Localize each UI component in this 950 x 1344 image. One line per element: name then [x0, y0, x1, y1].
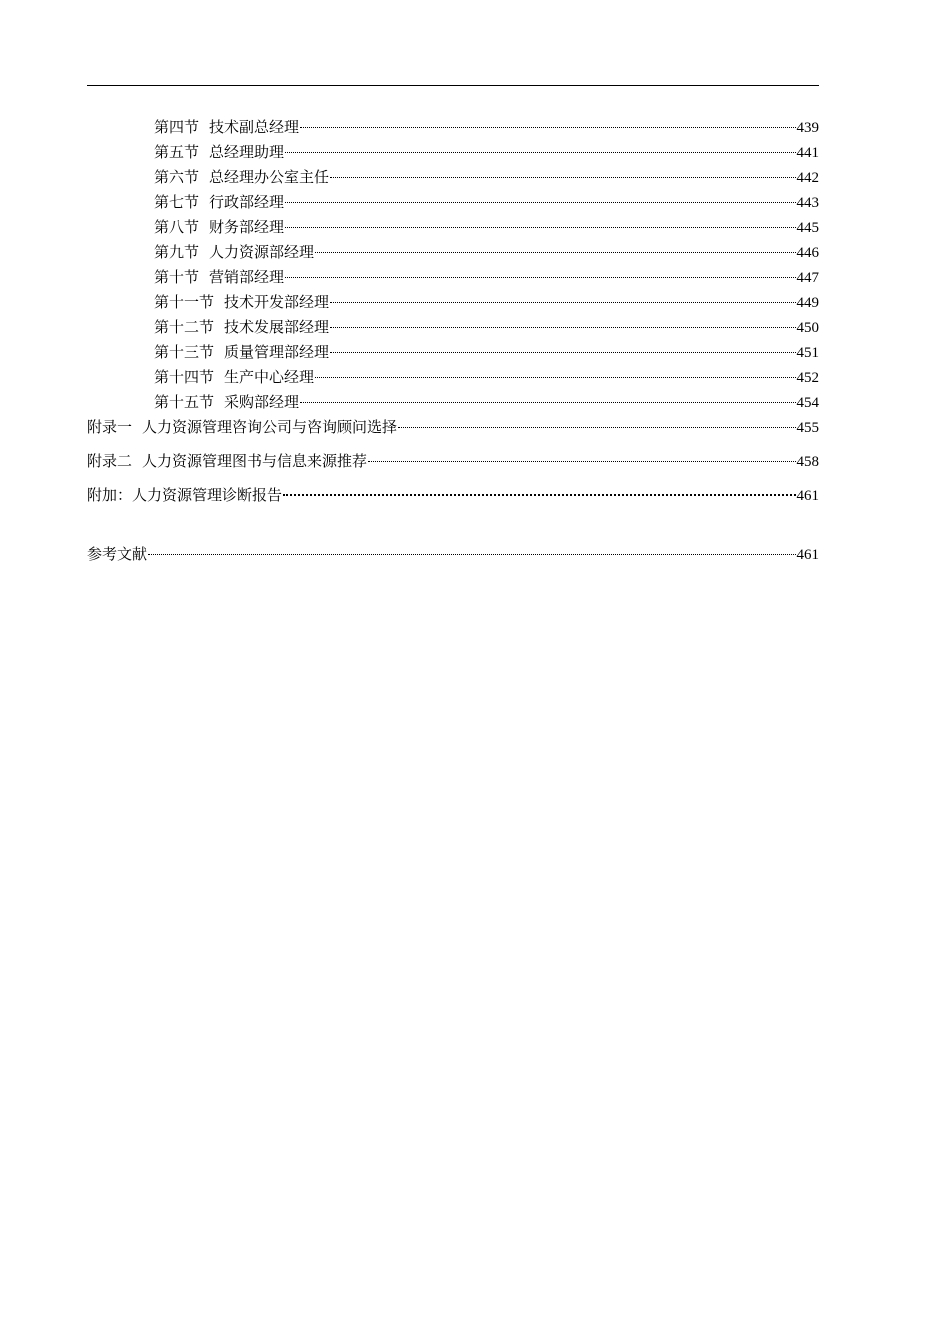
toc-section-title: 技术副总经理 — [209, 118, 300, 136]
table-of-contents — [87, 115, 819, 567]
toc-entry-references[interactable] — [87, 542, 819, 567]
toc-entry-section-10[interactable] — [87, 265, 819, 290]
toc-section-title: 技术开发部经理 — [224, 293, 330, 311]
dot-leader — [315, 252, 795, 253]
dot-leader — [330, 327, 795, 328]
toc-section-title: 采购部经理 — [224, 393, 300, 411]
toc-page-number: 449 — [796, 295, 819, 311]
toc-appendix-number: 附录二 — [87, 452, 133, 470]
toc-entry-section-14[interactable] — [87, 365, 819, 390]
dot-leader — [148, 554, 795, 555]
dot-leader — [330, 352, 795, 353]
dot-leader — [285, 227, 795, 228]
toc-references-title: 参考文献 — [87, 545, 148, 563]
toc-entry-section-5[interactable] — [87, 140, 819, 165]
toc-entry-section-13[interactable] — [87, 340, 819, 365]
toc-page-number: 461 — [796, 547, 819, 563]
toc-section-title: 生产中心经理 — [224, 368, 315, 386]
toc-page-number: 445 — [796, 220, 819, 236]
toc-section-number: 第七节 — [154, 193, 200, 211]
toc-entry-diagnosis-report[interactable] — [87, 483, 819, 508]
dot-leader — [285, 152, 795, 153]
toc-section-number: 第九节 — [154, 243, 200, 261]
toc-page-number: 461 — [796, 488, 819, 504]
toc-section-title: 质量管理部经理 — [224, 343, 330, 361]
toc-section-title: 财务部经理 — [209, 218, 285, 236]
toc-section-title: 行政部经理 — [209, 193, 285, 211]
toc-section-number: 第五节 — [154, 143, 200, 161]
toc-section-number: 第四节 — [154, 118, 200, 136]
toc-section-number: 第十二节 — [154, 318, 215, 336]
toc-section-title: 技术发展部经理 — [224, 318, 330, 336]
toc-page-number: 446 — [796, 245, 819, 261]
toc-appendix-title: 附加：人力资源管理诊断报告 — [87, 486, 283, 504]
toc-page-number: 447 — [796, 270, 819, 286]
toc-page-number: 442 — [796, 170, 819, 186]
toc-page-number: 454 — [796, 395, 819, 411]
toc-page-number: 455 — [796, 420, 819, 436]
dot-leader — [330, 302, 795, 303]
toc-entry-appendix-1[interactable] — [87, 415, 819, 440]
toc-section-number: 第十节 — [154, 268, 200, 286]
dot-leader — [285, 277, 795, 278]
toc-entry-section-11[interactable] — [87, 290, 819, 315]
toc-section-title: 总经理办公室主任 — [209, 168, 330, 186]
toc-page-number: 443 — [796, 195, 819, 211]
toc-entry-section-6[interactable] — [87, 165, 819, 190]
toc-appendix-title: 人力资源管理图书与信息来源推荐 — [142, 452, 368, 470]
toc-section-number: 第十三节 — [154, 343, 215, 361]
dot-leader — [300, 127, 795, 128]
toc-page-number: 451 — [796, 345, 819, 361]
toc-entry-section-9[interactable] — [87, 240, 819, 265]
toc-section-title: 营销部经理 — [209, 268, 285, 286]
toc-entry-section-4[interactable] — [87, 115, 819, 140]
toc-section-title: 人力资源部经理 — [209, 243, 315, 261]
toc-page-number: 441 — [796, 145, 819, 161]
toc-appendix-number: 附录一 — [87, 418, 133, 436]
dot-leader — [283, 494, 795, 496]
dot-leader — [300, 402, 795, 403]
dot-leader — [315, 377, 795, 378]
toc-entry-section-12[interactable] — [87, 315, 819, 340]
toc-section-number: 第十一节 — [154, 293, 215, 311]
toc-entry-section-15[interactable] — [87, 390, 819, 415]
toc-section-number: 第六节 — [154, 168, 200, 186]
toc-entry-appendix-2[interactable] — [87, 449, 819, 474]
toc-section-title: 总经理助理 — [209, 143, 285, 161]
toc-section-number: 第十四节 — [154, 368, 215, 386]
toc-page-number: 450 — [796, 320, 819, 336]
toc-appendix-title: 人力资源管理咨询公司与咨询顾问选择 — [142, 418, 398, 436]
dot-leader — [368, 461, 795, 462]
dot-leader — [285, 202, 795, 203]
dot-leader — [330, 177, 795, 178]
toc-section-number: 第八节 — [154, 218, 200, 236]
toc-page-number: 439 — [796, 120, 819, 136]
toc-page-number: 458 — [796, 454, 819, 470]
header-rule — [87, 85, 819, 86]
toc-section-number: 第十五节 — [154, 393, 215, 411]
dot-leader — [398, 427, 795, 428]
toc-entry-section-8[interactable] — [87, 215, 819, 240]
toc-page-number: 452 — [796, 370, 819, 386]
toc-entry-section-7[interactable] — [87, 190, 819, 215]
